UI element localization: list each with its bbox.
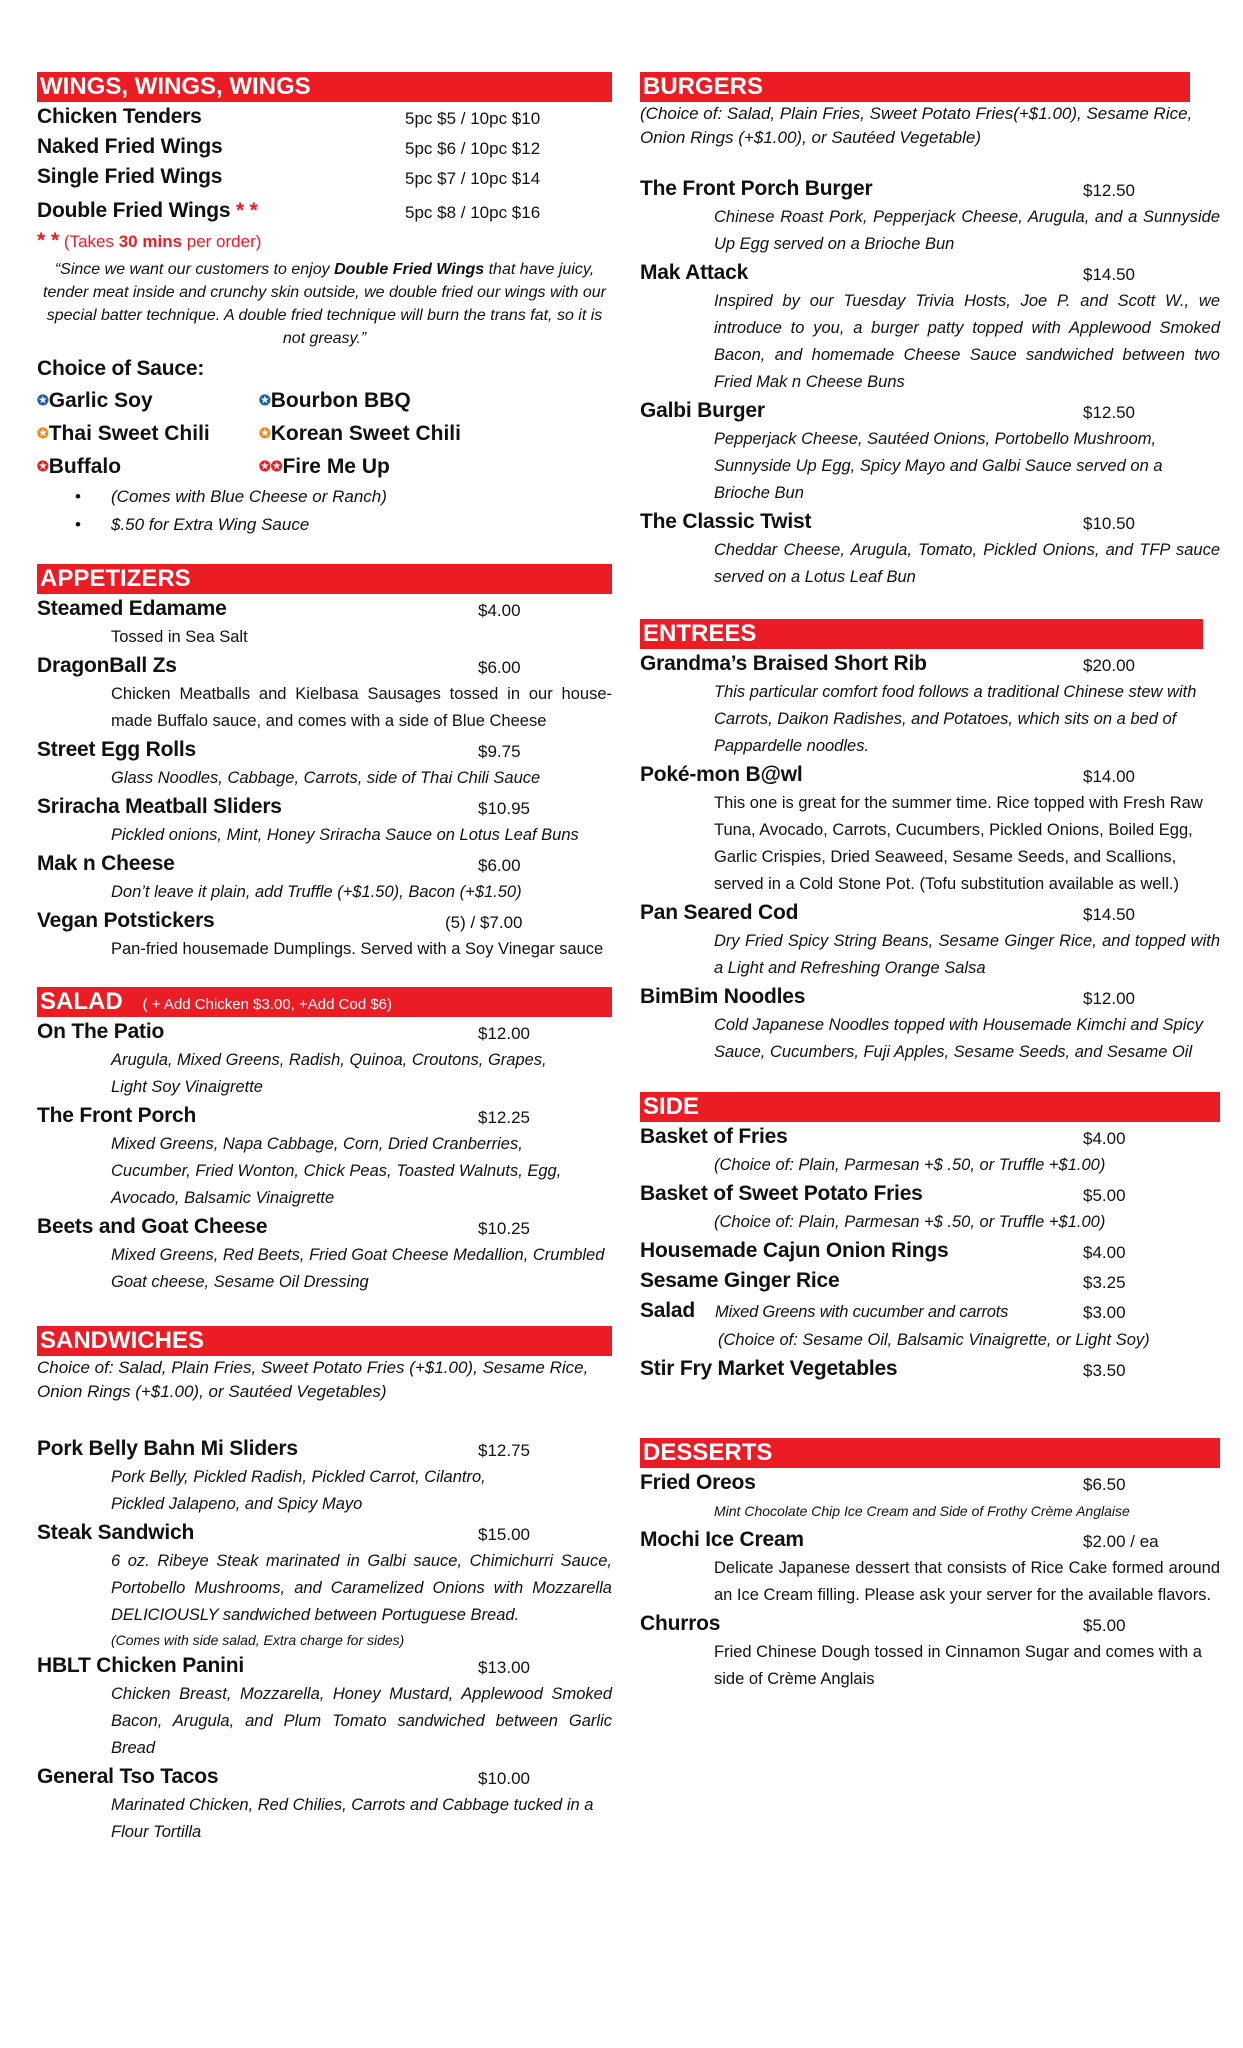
double-red-star-icon: ✪✪ xyxy=(259,458,283,474)
burgers-section xyxy=(640,72,1220,591)
orange-star-icon: ✪ xyxy=(37,425,49,441)
item-price: 5pc $5 / 10pc $10 xyxy=(405,109,541,128)
wings-item xyxy=(37,102,612,132)
side-section xyxy=(640,1092,1220,1384)
side-header: SIDE xyxy=(640,1092,1220,1122)
menu-item: Galbi Burger $12.50 Pepperjack Cheese, Sautéed Onions, Portobello Mushroom, Sunnyside Up Egg, Spicy Mayo and Galbi Sauce served on a Brioche Bun xyxy=(640,399,1163,502)
wings-notes xyxy=(37,483,612,539)
menu-item: Street Egg Rolls $9.75 Glass Noodles, Cabbage, Carrots, side of Thai Chili Sauce xyxy=(37,738,541,787)
wings-header xyxy=(37,72,612,102)
menu-item: Pork Belly Bahn Mi Sliders $12.75 Pork Belly, Pickled Radish, Pickled Carrot, Cilantro, Pickled Jalapeno, and Spicy Mayo xyxy=(37,1437,530,1513)
list-item: • (Comes with Blue Cheese or Ranch) xyxy=(37,483,612,511)
wings-quote: “Since we want our customers to enjoy Double Fried Wings that have juicy, tender meat inside and crunchy skin outside, we double fried our wings with our special batter technique. A double fried technique will burn the trans fat, so it is not greasy.” xyxy=(43,261,606,347)
desserts-section xyxy=(640,1438,1220,1693)
menu-item: Salad Mixed Greens with cucumber and carrots $3.00 (Choice of: Sesame Oil, Balsamic Vinaigrette, or Light Soy) xyxy=(640,1299,1150,1349)
wings-title: WINGS, WINGS, WINGS xyxy=(40,73,311,100)
menu-item: Housemade Cajun Onion Rings $4.00 xyxy=(640,1239,1126,1262)
menu-item: Basket of Sweet Potato Fries $5.00 (Choice of: Plain, Parmesan +$ .50, or Truffle +$1.00) xyxy=(640,1182,1126,1231)
appetizers-header: APPETIZERS xyxy=(37,564,612,594)
menu-item: Pan Seared Cod $14.50 Dry Fried Spicy String Beans, Sesame Ginger Rice, and topped with a Light and Refreshing Orange Salsa xyxy=(640,901,1220,977)
wings-item xyxy=(37,162,612,192)
item-price: 5pc $6 / 10pc $12 xyxy=(405,139,541,158)
burgers-sides-note: (Choice of: Salad, Plain Fries, Sweet Potato Fries(+$1.00), Sesame Rice, Onion Rings (+$1.00), or Sautéed Vegetable) xyxy=(640,104,1193,147)
menu-item: HBLT Chicken Panini $13.00 Chicken Breast, Mozzarella, Honey Mustard, Applewood Smoked Bacon, Arugula, and Plum Tomato sandwiched between Garlic Bread xyxy=(37,1654,612,1757)
desserts-header: DESSERTS xyxy=(640,1438,1220,1468)
sandwiches-section xyxy=(37,1326,612,1846)
item-name: Naked Fried Wings xyxy=(37,135,223,158)
blue-star-icon: ✪ xyxy=(259,392,271,408)
menu-item: On The Patio $12.00 Arugula, Mixed Greens, Radish, Quinoa, Croutons, Grapes, Light Soy Vinaigrette xyxy=(37,1020,547,1096)
menu-item: Poké-mon B@wl $14.00 This one is great for the summer time. Rice topped with Fresh Raw Tuna, Avocado, Carrots, Cucumbers, Pickled Onions, Boiled Egg, Garlic Crispies, Dried Seaweed, Sesame Seeds, and Scallions, served in a Cold Stone Pot. (Tofu substitution available as well.) xyxy=(640,763,1203,893)
wings-section xyxy=(37,72,612,539)
entrees-section xyxy=(640,619,1220,1066)
orange-star-icon: ✪ xyxy=(259,425,271,441)
sandwiches-header: SANDWICHES xyxy=(37,1326,612,1356)
double-fried-stars: * * xyxy=(236,199,258,222)
item-price: 5pc $7 / 10pc $14 xyxy=(405,169,541,188)
salad-header: SALAD ( + Add Chicken $3.00, +Add Cod $6) xyxy=(37,987,612,1017)
menu-item: General Tso Tacos $10.00 Marinated Chicken, Red Chilies, Carrots and Cabbage tucked in a Flour Tortilla xyxy=(37,1765,594,1841)
item-name: Salad xyxy=(640,1299,696,1322)
menu-item: Beets and Goat Cheese $10.25 Mixed Greens, Red Beets, Fried Goat Cheese Medallion, Crumbled Goat cheese, Sesame Oil Dressing xyxy=(37,1215,605,1291)
sandwiches-sides-note: Choice of: Salad, Plain Fries, Sweet Potato Fries (+$1.00), Sesame Rice, Onion Rings (+$1.00), or Sautéed Vegetables) xyxy=(37,1358,589,1401)
menu-item: Basket of Fries $4.00 (Choice of: Plain, Parmesan +$ .50, or Truffle +$1.00) xyxy=(640,1125,1126,1174)
menu-item: Vegan Potstickers (5) / $7.00 Pan-fried housemade Dumplings. Served with a Soy Vinegar sauce xyxy=(37,909,604,958)
menu-item: Sesame Ginger Rice $3.25 xyxy=(640,1269,1126,1292)
menu-item: DragonBall Zs $6.00 Chicken Meatballs and Kielbasa Sausages tossed in our house-made Buffalo sauce, and comes with a side of Blue Cheese xyxy=(37,654,612,730)
menu-item: The Front Porch Burger $12.50 Chinese Roast Pork, Pepperjack Cheese, Arugula, and a Sunnyside Up Egg served on a Brioche Bun xyxy=(640,177,1220,253)
menu-item: Steamed Edamame $4.00 Tossed in Sea Salt xyxy=(37,597,521,646)
sauce-item: ✪Thai Sweet Chili xyxy=(37,422,210,445)
wings-item xyxy=(37,196,612,226)
sauce-label: Choice of Sauce: xyxy=(37,357,205,380)
salad-section xyxy=(37,987,612,1296)
blue-star-icon: ✪ xyxy=(37,392,49,408)
menu-item: BimBim Noodles $12.00 Cold Japanese Noodles topped with Housemade Kimchi and Spicy Sauce, Cucumbers, Fuji Apples, Sesame Seeds, and Sesame Oil xyxy=(640,985,1203,1061)
wings-item xyxy=(37,132,612,162)
menu-item: Stir Fry Market Vegetables $3.50 xyxy=(640,1357,1126,1380)
burgers-header: BURGERS xyxy=(640,72,1190,102)
menu-item: Mochi Ice Cream $2.00 / ea Delicate Japanese dessert that consists of Rice Cake formed around an Ice Cream filling. Please ask your server for the available flavors. xyxy=(640,1528,1220,1604)
list-item: • $.50 for Extra Wing Sauce xyxy=(37,511,612,539)
menu-item: Sriracha Meatball Sliders $10.95 Pickled onions, Mint, Honey Sriracha Sauce on Lotus Leaf Buns xyxy=(37,795,579,844)
left-column xyxy=(37,72,612,1846)
menu-item: The Classic Twist $10.50 Cheddar Cheese, Arugula, Tomato, Pickled Onions, and TFP sauce served on a Lotus Leaf Bun xyxy=(640,510,1220,586)
sauce-list xyxy=(37,384,612,483)
menu-item: Mak n Cheese $6.00 Don’t leave it plain, add Truffle (+$1.50), Bacon (+$1.50) xyxy=(37,852,522,901)
sauce-item: ✪Garlic Soy xyxy=(37,389,153,412)
sauce-item: ✪✪Fire Me Up xyxy=(259,455,390,478)
item-name: Double Fried Wings xyxy=(37,199,231,222)
menu-item: Fried Oreos $6.50 Mint Chocolate Chip Ice Cream and Side of Frothy Crème Anglaise xyxy=(640,1471,1130,1519)
sandwich-side-note: (Comes with side salad, Extra charge for sides) xyxy=(111,1632,405,1648)
item-price: 5pc $8 / 10pc $16 xyxy=(405,203,541,222)
menu-item: Churros $5.00 Fried Chinese Dough tossed in Cinnamon Sugar and comes with a side of Crème Anglais xyxy=(640,1612,1202,1688)
right-column xyxy=(640,72,1220,1693)
sauce-item: ✪Korean Sweet Chili xyxy=(259,422,461,445)
sauce-item: ✪Buffalo xyxy=(37,455,122,478)
entrees-header: ENTREES xyxy=(640,619,1203,649)
menu-item: Steak Sandwich $15.00 6 oz. Ribeye Steak marinated in Galbi sauce, Chimichurri Sauce, Portobello Mushrooms, and Caramelized Onions with Mozzarella DELICIOUSLY sandwiched between Portuguese Bread. (Comes with side salad, Extra charge for sides) xyxy=(37,1518,612,1651)
item-name: Single Fried Wings xyxy=(37,165,223,188)
menu-item: Grandma’s Braised Short Rib $20.00 This particular comfort food follows a traditional Chinese stew with Carrots, Daikon Radishes, and Potatoes, which sits on a bed of Pappardelle noodles. xyxy=(640,652,1197,755)
sauce-item: ✪Bourbon BBQ xyxy=(259,389,411,412)
red-star-icon: ✪ xyxy=(37,458,49,474)
wings-time-note: * * (Takes 30 mins per order) xyxy=(37,229,262,252)
menu-item: The Front Porch $12.25 Mixed Greens, Napa Cabbage, Corn, Dried Cranberries, Cucumber, Fried Wonton, Chick Peas, Toasted Walnuts, Egg, Avocado, Balsamic Vinaigrette xyxy=(37,1104,562,1207)
salad-addon-note: ( + Add Chicken $3.00, +Add Cod $6) xyxy=(142,996,393,1013)
appetizers-section xyxy=(37,564,612,963)
menu-item: Mak Attack $14.50 Inspired by our Tuesday Trivia Hosts, Joe P. and Scott W., we introduce to you, a burger patty topped with Applewood Smoked Bacon, and homemade Cheese Sauce sandwiched between two Fried Mak n Cheese Buns xyxy=(640,261,1220,391)
item-name: Chicken Tenders xyxy=(37,105,202,128)
side-salad-inline: Mixed Greens with cucumber and carrots xyxy=(715,1303,1009,1321)
